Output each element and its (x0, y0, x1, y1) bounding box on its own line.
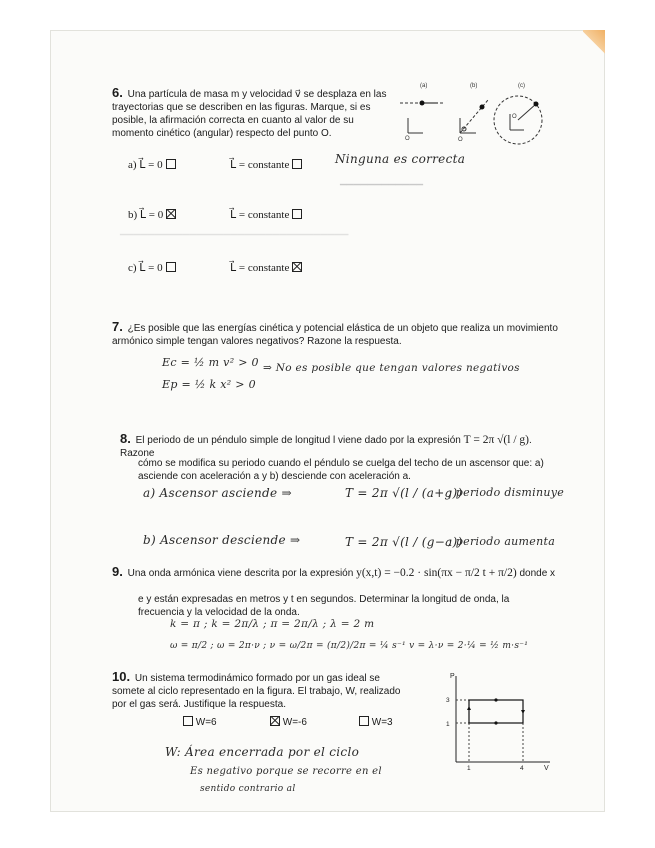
question-9-body (138, 593, 558, 619)
q10-hand-line-2: Es negativo porque se recorre en el (190, 766, 382, 777)
page-fold-corner (583, 30, 605, 60)
q9-hand-line-1: k = π ; k = 2π/λ ; π = 2π/λ ; λ = 2 m (170, 618, 375, 630)
checkbox-a-right[interactable] (292, 159, 302, 169)
question-text: ¿Es posible que las energías cinética y potencial elástica de un objeto que realiza un movimiento armónico simple tengan valores negativos? Razone la respuesta. (112, 323, 558, 347)
q10-hand-line-1: W: Área encerrada por el ciclo (165, 745, 360, 759)
q10-choice-1 (180, 716, 217, 729)
wave-formula: y(x,t) = −0.2 · sin(πx − π/2 t + π/2) (356, 567, 517, 579)
checkbox-c-left[interactable] (166, 262, 176, 272)
q6-option-a (128, 158, 176, 171)
fig-label-c: (c) (518, 83, 525, 89)
x-tick-1: 1 (467, 765, 471, 770)
choice-label: W=3 (371, 717, 393, 728)
q7-hand-line-1: Ec = ½ m v² > 0 (162, 356, 259, 369)
q6-option-c-right (230, 261, 302, 274)
q8-hand-a: a) Ascensor asciende ⇒ (143, 486, 292, 500)
question-7 (112, 320, 562, 348)
axis-label-v: V (544, 765, 549, 770)
question-8-body (138, 457, 550, 483)
question-9 (112, 565, 562, 580)
q10-choice-3 (356, 716, 393, 729)
q6-option-b (128, 208, 176, 221)
question-text: Una onda armónica viene descrita por la expresión (127, 568, 354, 579)
bleed-through-text: ▁▁▁▁▁▁▁▁▁▁▁▁ (340, 175, 424, 185)
question-text: e y están expresadas en metros y t en segundos. Determinar la longitud de onda, la frecuencia y la velocidad de la onda. (138, 594, 510, 618)
fig-label-a: (a) (420, 83, 428, 89)
option-c-right: L⃗ = constante (230, 262, 290, 274)
q10-hand-line-3: sentido contrario al (200, 784, 296, 794)
svg-text:O: O (405, 136, 410, 142)
question-number: 10. (112, 669, 131, 684)
q10-choice-2 (267, 716, 307, 729)
question-text-cont: donde x (519, 568, 556, 579)
q6-option-a-right (230, 158, 302, 171)
q6-trajectory-figures (398, 78, 558, 153)
option-a-left: a) L⃗ = 0 (128, 159, 163, 171)
axis-label-p: P (450, 673, 455, 680)
q8-hand-a-conclusion: ; periodo disminuye (448, 486, 565, 499)
checkbox-c-right-checked[interactable] (292, 262, 302, 272)
y-tick-1: 1 (446, 721, 450, 728)
choice-label: W=6 (195, 717, 217, 728)
option-c-left: c) L⃗ = 0 (128, 262, 163, 274)
x-tick-4: 4 (520, 765, 524, 770)
checkbox-a-left[interactable] (166, 159, 176, 169)
q6-handwritten-answer: Ninguna es correcta (335, 152, 466, 166)
option-b-right: L⃗ = constante (230, 209, 290, 221)
q7-hand-line-2: Ep = ½ k x² > 0 (162, 378, 256, 391)
q9-hand-line-2: ω = π/2 ; ω = 2π·ν ; ν = ω/2π = (π/2)/2π = ¼ s⁻¹ v = λ·ν = 2·¼ = ½ m·s⁻¹ (170, 641, 529, 651)
question-6 (112, 86, 397, 140)
question-8 (120, 432, 550, 460)
pv-cycle-graph (432, 670, 557, 770)
y-tick-3: 3 (446, 697, 450, 704)
period-formula: T = 2π √(l / g) (463, 434, 529, 446)
checkbox-w6[interactable] (183, 716, 193, 726)
fig-label-b: (b) (470, 83, 478, 89)
q8-hand-b-formula: T = 2π √(l / (g−a)) (345, 535, 463, 549)
checkbox-w-6-checked[interactable] (270, 716, 280, 726)
checkbox-b-left-checked[interactable] (166, 209, 176, 219)
question-text: cómo se modifica su periodo cuando el péndulo se cuelga del techo de un ascensor que: a) asciende con aceleración a y b) desciende con aceleración a. (138, 458, 544, 482)
option-a-right: L⃗ = constante (230, 159, 290, 171)
checkbox-b-right[interactable] (292, 209, 302, 219)
svg-text:O: O (458, 137, 463, 143)
question-text: Una partícula de masa m y velocidad v⃗ se desplaza en las trayectorias que se describen en las figuras. Marque, si es posible, la afirmación correcta en cuanto al valor de su momento cinético (angular) respecto del punto O. (112, 89, 387, 139)
option-b-left: b) L⃗ = 0 (128, 209, 164, 221)
question-text-cont: . Razone (120, 435, 532, 459)
question-10 (112, 670, 412, 711)
question-number: 6. (112, 85, 123, 100)
svg-text:O: O (512, 114, 517, 120)
q8-hand-a-formula: T = 2π √(l / (a+g)) (345, 486, 463, 500)
q6-option-b-right (230, 208, 302, 221)
bleed-through-text: ▁▁▁▁▁▁▁▁▁▁▁▁▁▁▁▁▁▁▁▁▁▁▁▁▁▁▁▁▁▁▁▁▁ (120, 225, 349, 235)
choice-label: W=-6 (282, 717, 307, 728)
q6-option-c (128, 261, 176, 274)
checkbox-w3[interactable] (359, 716, 369, 726)
question-text: El periodo de un péndulo simple de longitud l viene dado por la expresión (135, 435, 461, 446)
question-number: 8. (120, 431, 131, 446)
q7-hand-line-3: ⇒ No es posible que tengan valores negativos (263, 362, 520, 374)
question-text: Un sistema termodinámico formado por un gas ideal se somete al ciclo representado en la figura. El trabajo, W, realizado por el gas será. Justifique la respuesta. (112, 673, 401, 710)
q8-hand-b-conclusion: ; periodo aumenta (448, 535, 556, 548)
q8-hand-b: b) Ascensor desciende ⇒ (143, 533, 301, 547)
question-number: 9. (112, 564, 123, 579)
question-number: 7. (112, 319, 123, 334)
